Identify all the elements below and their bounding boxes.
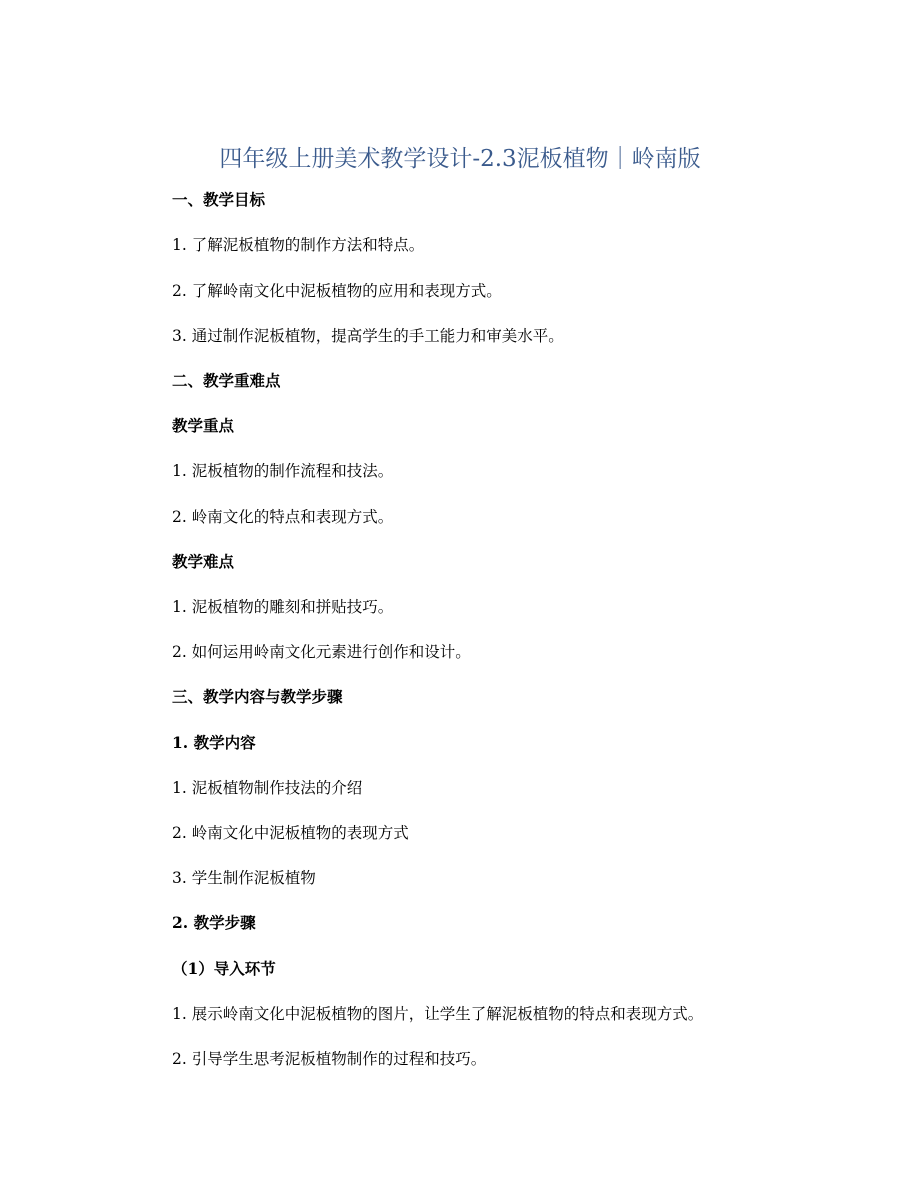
- subheading-key-points: 教学重点: [172, 416, 235, 435]
- subheading-teaching-steps: 2. 教学步骤: [172, 913, 256, 932]
- goal-item-3: 3. 通过制作泥板植物，提高学生的手工能力和审美水平。: [172, 327, 564, 345]
- key-point-item-1: 1. 泥板植物的制作流程和技法。: [172, 462, 394, 480]
- intro-step-item-1: 1. 展示岭南文化中泥板植物的图片，让学生了解泥板植物的特点和表现方式。: [172, 1005, 704, 1023]
- goal-item-1: 1. 了解泥板植物的制作方法和特点。: [172, 236, 425, 254]
- difficult-point-item-2: 2. 如何运用岭南文化元素进行创作和设计。: [172, 643, 471, 661]
- content-item-3: 3. 学生制作泥板植物: [172, 869, 316, 887]
- difficult-point-item-1: 1. 泥板植物的雕刻和拼贴技巧。: [172, 598, 394, 616]
- subheading-intro-stage: （1）导入环节: [172, 959, 276, 978]
- content-item-2: 2. 岭南文化中泥板植物的表现方式: [172, 824, 409, 842]
- heading-content-and-steps: 三、教学内容与教学步骤: [172, 687, 343, 706]
- heading-key-difficult-points: 二、教学重难点: [172, 371, 281, 390]
- document-title: 四年级上册美术教学设计-2.3泥板植物｜岭南版: [219, 146, 701, 172]
- goal-item-2: 2. 了解岭南文化中泥板植物的应用和表现方式。: [172, 282, 502, 300]
- heading-teaching-goals: 一、教学目标: [172, 190, 266, 209]
- subheading-difficult-points: 教学难点: [172, 552, 235, 571]
- intro-step-item-2: 2. 引导学生思考泥板植物制作的过程和技巧。: [172, 1050, 487, 1068]
- subheading-teaching-content: 1. 教学内容: [172, 733, 256, 752]
- content-item-1: 1. 泥板植物制作技法的介绍: [172, 779, 363, 797]
- key-point-item-2: 2. 岭南文化的特点和表现方式。: [172, 508, 394, 526]
